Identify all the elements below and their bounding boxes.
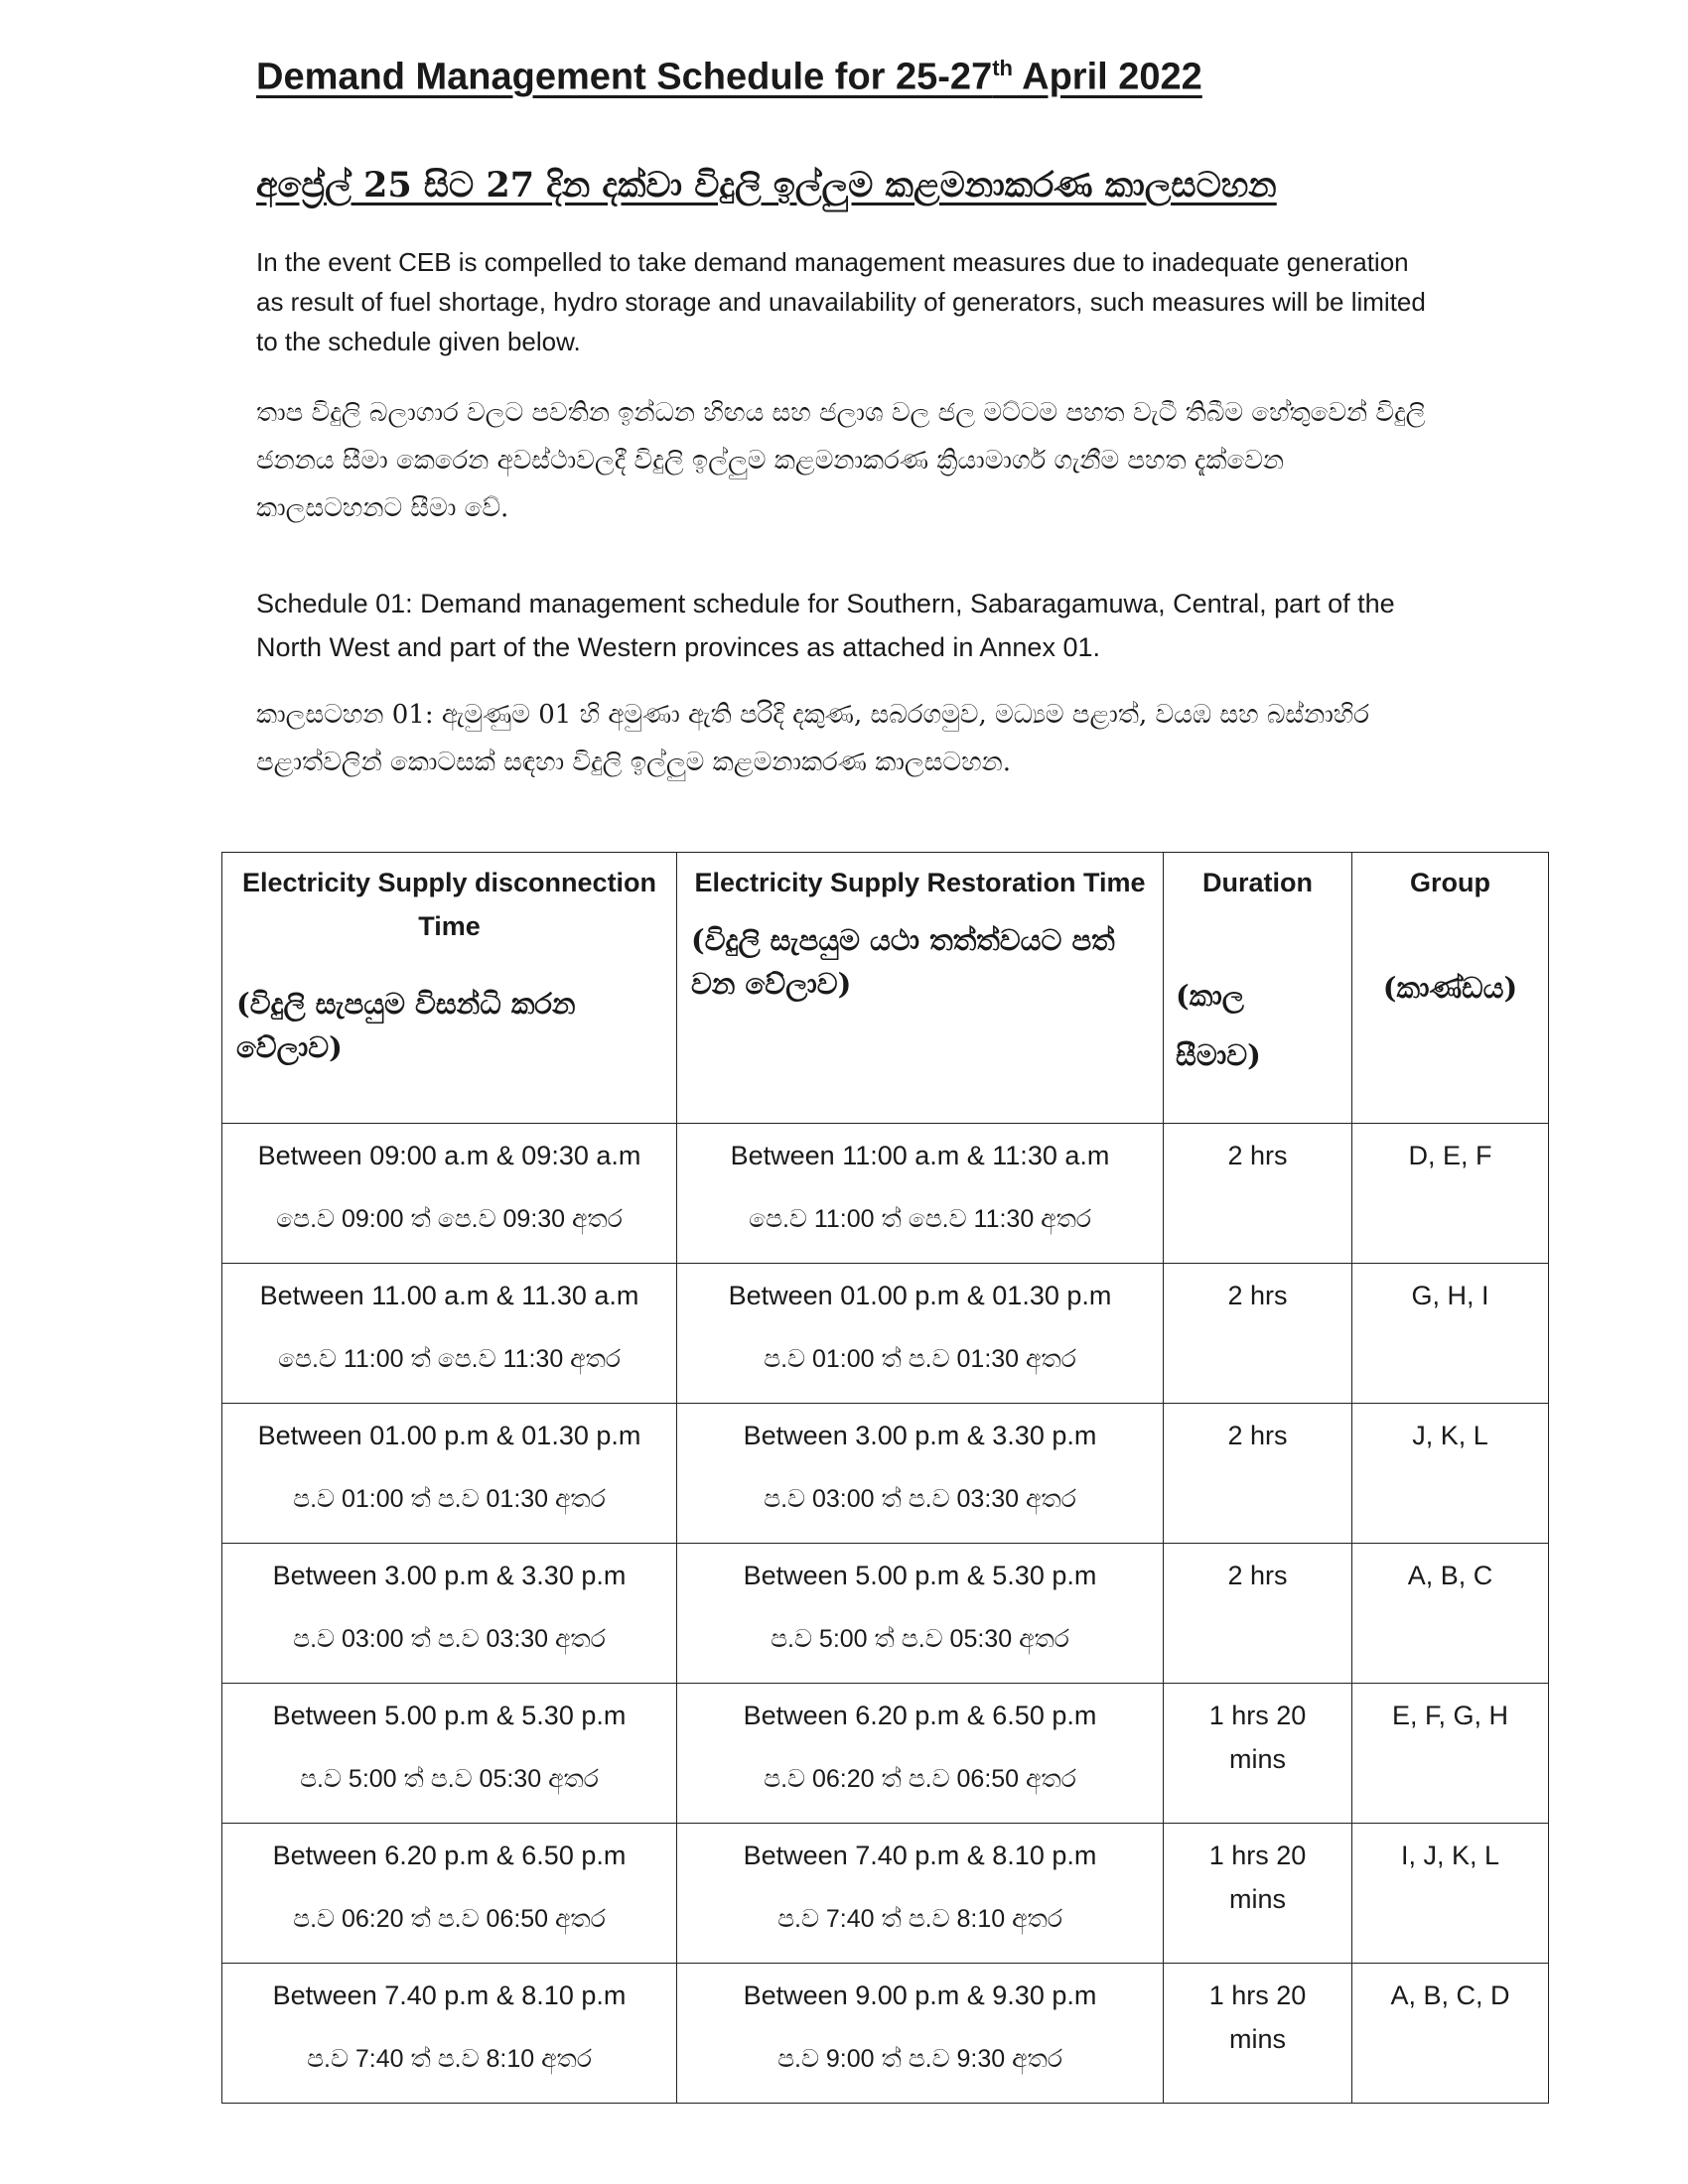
duration-cell bbox=[1164, 1964, 1352, 2104]
group-cell bbox=[1352, 1824, 1549, 1964]
duration-value: 2 hrs bbox=[1227, 1561, 1288, 1590]
header-disconnection-en: Electricity Supply disconnection Time bbox=[241, 868, 657, 941]
header-group bbox=[1352, 853, 1549, 1124]
table-row bbox=[222, 1544, 1549, 1684]
group-value: A, B, C bbox=[1407, 1561, 1493, 1590]
restoration-time-si: ප.ව 7:40 ත් ප.ව 8:10 අතර bbox=[777, 1905, 1062, 1933]
restoration-time-en: Between 6.20 p.m & 6.50 p.m bbox=[743, 1701, 1097, 1730]
table-row bbox=[222, 1964, 1549, 2104]
header-duration bbox=[1164, 853, 1352, 1124]
disconnection-time-en: Between 09:00 a.m & 09:30 a.m bbox=[257, 1141, 641, 1170]
group-cell bbox=[1352, 1264, 1549, 1404]
restoration-time-si: ප.ව 06:20 ත් ප.ව 06:50 අතර bbox=[764, 1765, 1076, 1793]
schedule-description-english: Schedule 01: Demand management schedule for Southern, Sabaragamuwa, Central, part of the North West and part of the Western provinces as attached in Annex 01. bbox=[256, 589, 1395, 662]
restoration-cell bbox=[677, 1824, 1164, 1964]
header-disconnection bbox=[222, 853, 677, 1124]
title-superscript: th bbox=[992, 56, 1013, 80]
duration-cell bbox=[1164, 1124, 1352, 1264]
duration-cell bbox=[1164, 1264, 1352, 1404]
table-row bbox=[222, 1124, 1549, 1264]
group-value: J, K, L bbox=[1412, 1421, 1488, 1450]
duration-value: 2 hrs bbox=[1227, 1281, 1288, 1310]
restoration-time-si: ප.ව 01:00 ත් ප.ව 01:30 අතර bbox=[764, 1345, 1076, 1373]
restoration-time-en: Between 7.40 p.m & 8.10 p.m bbox=[743, 1841, 1097, 1870]
restoration-time-en: Between 11:00 a.m & 11:30 a.m bbox=[730, 1141, 1110, 1170]
disconnection-time-si: ප.ව 06:20 ත් ප.ව 06:50 අතර bbox=[293, 1905, 606, 1933]
disconnection-cell bbox=[222, 1404, 677, 1544]
duration-value: 1 hrs 20 mins bbox=[1208, 1980, 1307, 2054]
group-cell bbox=[1352, 1684, 1549, 1824]
restoration-cell bbox=[677, 1964, 1164, 2104]
header-duration-en: Duration bbox=[1202, 868, 1313, 897]
header-restoration-en: Electricity Supply Restoration Time bbox=[694, 868, 1146, 897]
duration-value: 2 hrs bbox=[1227, 1141, 1288, 1170]
group-cell bbox=[1352, 1544, 1549, 1684]
group-cell bbox=[1352, 1404, 1549, 1544]
intro-paragraph-sinhala: තාප විදුලි බලාගාර වලට පවතින ඉන්ධන හිඟය සහ ජලාශ වල ජල මට්ටම පහත වැටී තිබීම හේතුවෙන් විදුලි ජනනය සීමා කෙරෙන අවස්ථාවලදී විදුලි ඉල්ලුම කළමනාකරණ ක්‍රියාමාර්ග ගැනීම පහත දැක්වෙන කාලසටහනට සීමා වේ. bbox=[256, 398, 1426, 523]
restoration-time-en: Between 3.00 p.m & 3.30 p.m bbox=[743, 1421, 1097, 1450]
title-suffix: April 2022 bbox=[1012, 56, 1202, 98]
duration-value: 1 hrs 20 mins bbox=[1208, 1701, 1307, 1774]
disconnection-time-en: Between 01.00 p.m & 01.30 p.m bbox=[257, 1421, 641, 1450]
header-duration-si: (කාල සීමාව) bbox=[1176, 979, 1261, 1072]
group-cell bbox=[1352, 1124, 1549, 1264]
restoration-time-si: ප.ව 03:00 ත් ප.ව 03:30 අතර bbox=[764, 1485, 1076, 1513]
duration-value: 1 hrs 20 mins bbox=[1208, 1841, 1307, 1914]
table-header-row bbox=[222, 853, 1549, 1124]
duration-cell bbox=[1164, 1404, 1352, 1544]
duration-cell bbox=[1164, 1824, 1352, 1964]
disconnection-time-si: පෙ.ව 11:00 ත් පෙ.ව 11:30 අතර bbox=[278, 1345, 621, 1373]
group-value: E, F, G, H bbox=[1391, 1701, 1509, 1730]
schedule-description-sinhala: කාලසටහන 01: ඇමුණුම 01 හි අමුණා ඇති පරිදි දකුණ, සබරගමුව, මධ්‍යම පළාත්, වයඹ සහ බස්නාහිර පළාත්වලින් කොටසක් සඳහා විදුලි ඉල්ලුම කළමනාකරණ කාලසටහන. bbox=[256, 700, 1369, 777]
header-group-en: Group bbox=[1410, 868, 1490, 897]
group-value: A, B, C, D bbox=[1390, 1980, 1510, 2010]
disconnection-cell bbox=[222, 1544, 677, 1684]
restoration-time-en: Between 9.00 p.m & 9.30 p.m bbox=[743, 1980, 1097, 2010]
restoration-cell bbox=[677, 1264, 1164, 1404]
disconnection-cell bbox=[222, 1824, 677, 1964]
disconnection-time-si: ප.ව 5:00 ත් ප.ව 05:30 අතර bbox=[300, 1765, 599, 1793]
disconnection-cell bbox=[222, 1124, 677, 1264]
disconnection-time-si: පෙ.ව 09:00 ත් පෙ.ව 09:30 අතර bbox=[276, 1205, 623, 1233]
restoration-time-si: පෙ.ව 11:00 ත් පෙ.ව 11:30 අතර bbox=[749, 1205, 1091, 1233]
restoration-time-si: ප.ව 5:00 ත් ප.ව 05:30 අතර bbox=[771, 1625, 1069, 1653]
table-row bbox=[222, 1824, 1549, 1964]
disconnection-time-si: ප.ව 7:40 ත් ප.ව 8:10 අතර bbox=[307, 2045, 592, 2073]
group-cell bbox=[1352, 1964, 1549, 2104]
header-restoration bbox=[677, 853, 1164, 1124]
restoration-time-en: Between 5.00 p.m & 5.30 p.m bbox=[743, 1561, 1097, 1590]
intro-paragraph-english: In the event CEB is compelled to take demand management measures due to inadequate generation as result of fuel shortage, hydro storage and unavailability of generators, such measures will be limited to the schedule given below. bbox=[256, 247, 1426, 356]
disconnection-cell bbox=[222, 1264, 677, 1404]
restoration-time-en: Between 01.00 p.m & 01.30 p.m bbox=[728, 1281, 1112, 1310]
header-group-si: (කාණ්ඩය) bbox=[1382, 971, 1518, 1005]
disconnection-time-en: Between 3.00 p.m & 3.30 p.m bbox=[272, 1561, 627, 1590]
disconnection-time-si: ප.ව 03:00 ත් ප.ව 03:30 අතර bbox=[293, 1625, 606, 1653]
disconnection-cell bbox=[222, 1684, 677, 1824]
disconnection-time-en: Between 11.00 a.m & 11.30 a.m bbox=[259, 1281, 639, 1310]
disconnection-time-si: ප.ව 01:00 ත් ප.ව 01:30 අතර bbox=[293, 1485, 606, 1513]
header-restoration-si: (විදුලි සැපයුම යථා තත්ත්වයට පත් වන වේලාව) bbox=[691, 923, 1115, 1001]
restoration-cell bbox=[677, 1684, 1164, 1824]
title-prefix: Demand Management Schedule for 25-27 bbox=[256, 56, 993, 98]
group-value: I, J, K, L bbox=[1400, 1841, 1500, 1870]
header-disconnection-si: (විදුලි සැපයුම විසන්ධි කරන වේලාව) bbox=[236, 987, 576, 1064]
duration-cell bbox=[1164, 1684, 1352, 1824]
group-value: D, E, F bbox=[1408, 1141, 1492, 1170]
page-title bbox=[256, 56, 1202, 99]
duration-cell bbox=[1164, 1544, 1352, 1684]
restoration-cell bbox=[677, 1544, 1164, 1684]
table-row bbox=[222, 1264, 1549, 1404]
table-row bbox=[222, 1684, 1549, 1824]
duration-value: 2 hrs bbox=[1227, 1421, 1288, 1450]
table-row bbox=[222, 1404, 1549, 1544]
group-value: G, H, I bbox=[1411, 1281, 1489, 1310]
restoration-cell bbox=[677, 1124, 1164, 1264]
restoration-time-si: ප.ව 9:00 ත් ප.ව 9:30 අතර bbox=[777, 2045, 1062, 2073]
page-title-sinhala: අප්‍රේල් 25 සිට 27 දින දක්වා විදුලි ඉල්ලුම කළමනාකරණ කාලසටහන bbox=[256, 165, 1277, 205]
disconnection-cell bbox=[222, 1964, 677, 2104]
schedule-table bbox=[221, 852, 1549, 2104]
restoration-cell bbox=[677, 1404, 1164, 1544]
disconnection-time-en: Between 5.00 p.m & 5.30 p.m bbox=[272, 1701, 627, 1730]
disconnection-time-en: Between 7.40 p.m & 8.10 p.m bbox=[272, 1980, 627, 2010]
disconnection-time-en: Between 6.20 p.m & 6.50 p.m bbox=[272, 1841, 627, 1870]
